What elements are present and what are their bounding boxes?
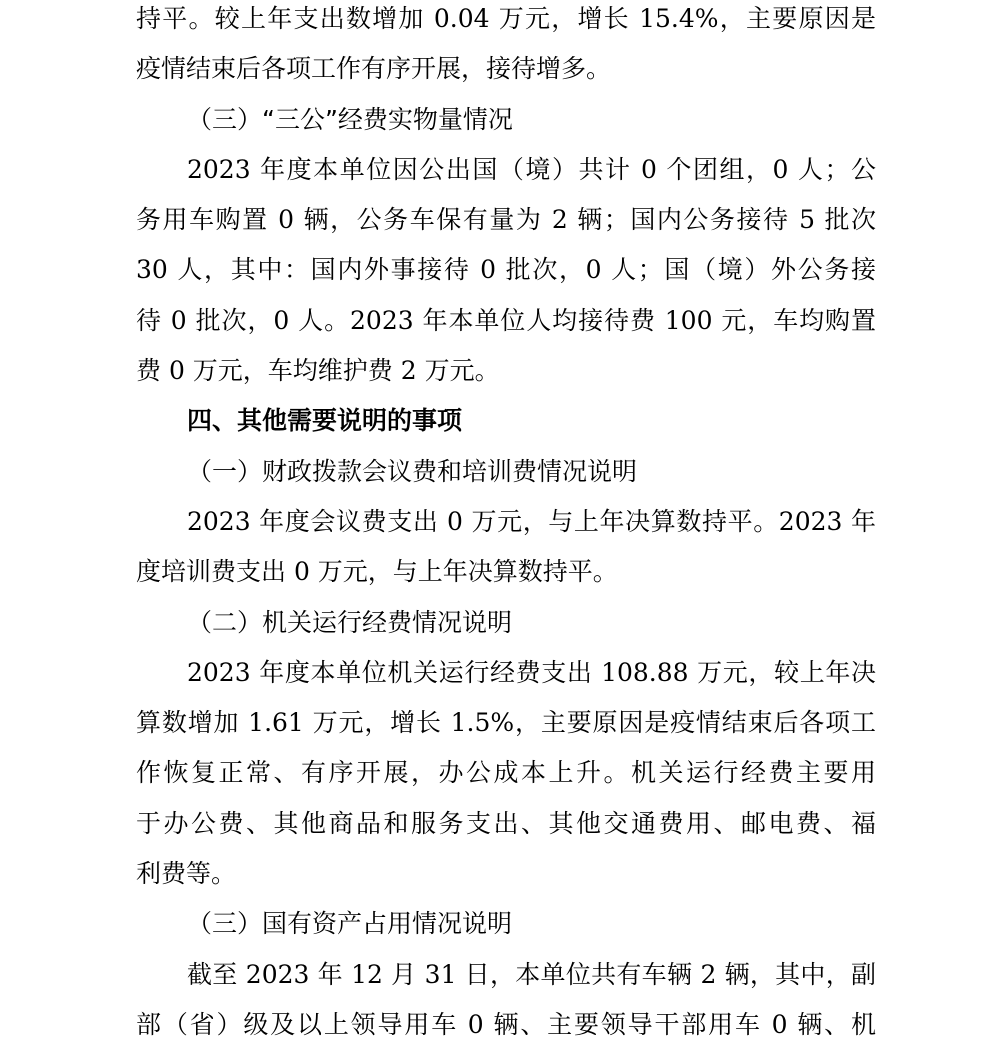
paragraph-line: 30 人，其中：国内外事接待 0 批次，0 人；国（境）外公务接 — [136, 255, 876, 285]
subsection-heading: （三）“三公”经费实物量情况 — [187, 104, 513, 134]
paragraph-line: 2023 年度会议费支出 0 万元，与上年决算数持平。2023 年 — [187, 506, 876, 536]
paragraph-line: 利费等。 — [136, 859, 237, 889]
paragraph-line: 2023 年度本单位机关运行经费支出 108.88 万元，较上年决 — [187, 657, 876, 687]
paragraph-line: 算数增加 1.61 万元，增长 1.5%，主要原因是疫情结束后各项工 — [136, 708, 876, 738]
subsection-heading: （三）国有资产占用情况说明 — [187, 909, 513, 939]
paragraph-line: 持平。较上年支出数增加 0.04 万元，增长 15.4%，主要原因是 — [136, 4, 876, 33]
document-page — [136, 0, 876, 1050]
section-heading: 四、其他需要说明的事项 — [187, 406, 463, 436]
paragraph-line: 疫情结束后各项工作有序开展，接待增多。 — [136, 54, 612, 84]
paragraph-line: 费 0 万元，车均维护费 2 万元。 — [136, 356, 500, 386]
paragraph-line: 务用车购置 0 辆，公务车保有量为 2 辆；国内公务接待 5 批次 — [136, 205, 876, 235]
paragraph-line: 待 0 批次，0 人。2023 年本单位人均接待费 100 元，车均购置 — [136, 305, 876, 335]
subsection-heading: （一）财政拨款会议费和培训费情况说明 — [187, 456, 638, 486]
paragraph-line: 部（省）级及以上领导用车 0 辆、主要领导干部用车 0 辆、机 — [136, 1009, 876, 1039]
paragraph-line: 作恢复正常、有序开展，办公成本上升。机关运行经费主要用 — [136, 758, 876, 788]
paragraph-line: 2023 年度本单位因公出国（境）共计 0 个团组，0 人；公 — [187, 154, 876, 184]
paragraph-line: 于办公费、其他商品和服务支出、其他交通费用、邮电费、福 — [136, 808, 876, 838]
paragraph-line: 截至 2023 年 12 月 31 日，本单位共有车辆 2 辆，其中，副 — [187, 959, 876, 989]
subsection-heading: （二）机关运行经费情况说明 — [187, 607, 513, 637]
paragraph-line: 度培训费支出 0 万元，与上年决算数持平。 — [136, 557, 618, 587]
